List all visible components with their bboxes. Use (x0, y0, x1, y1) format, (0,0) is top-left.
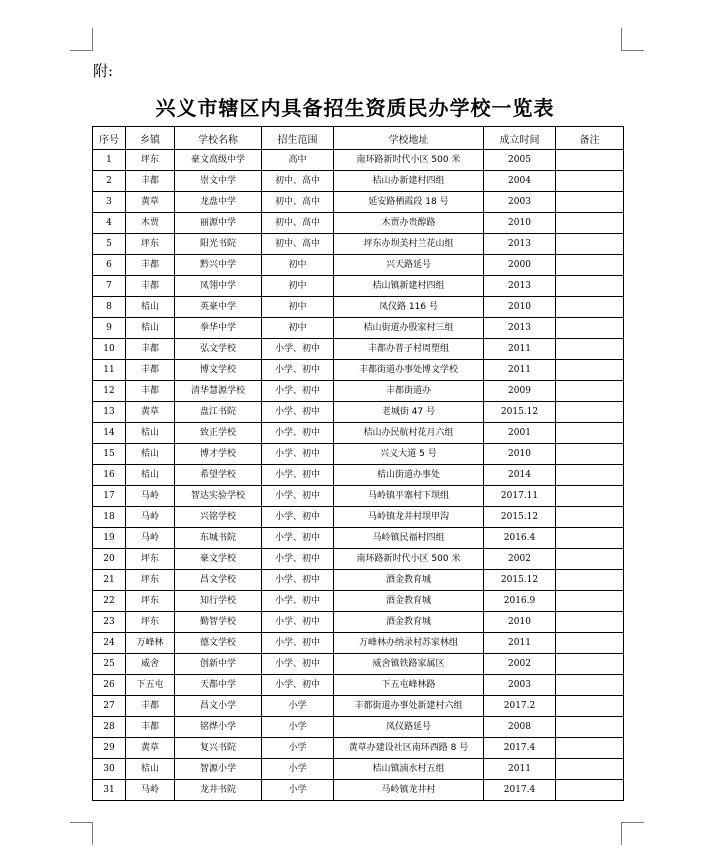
cell-enrollment-scope: 小学 (262, 759, 334, 780)
cell-founded: 2013 (484, 276, 556, 297)
table-row (93, 213, 624, 234)
cell-enrollment-scope: 小学、初中 (262, 591, 334, 612)
table-row (93, 759, 624, 780)
cell-enrollment-scope: 小学、初中 (262, 528, 334, 549)
cell-school-address: 凤仪路延号 (334, 717, 484, 738)
cell-founded: 2010 (484, 297, 556, 318)
table-row (93, 717, 624, 738)
cell-enrollment-scope: 小学、初中 (262, 633, 334, 654)
cell-township: 坪东 (126, 549, 175, 570)
cell-index: 30 (93, 759, 126, 780)
header-founded: 成立时间 (484, 127, 556, 150)
cell-founded: 2016.4 (484, 528, 556, 549)
table-row (93, 423, 624, 444)
table-row (93, 612, 624, 633)
cell-index: 20 (93, 549, 126, 570)
crop-mark-top-right (621, 28, 644, 51)
cell-founded: 2015.12 (484, 570, 556, 591)
cell-enrollment-scope: 小学、初中 (262, 549, 334, 570)
cell-founded: 2001 (484, 423, 556, 444)
cell-school-address: 桔山街道办殷家村三组 (334, 318, 484, 339)
cell-founded: 2002 (484, 654, 556, 675)
cell-enrollment-scope: 初中、高中 (262, 213, 334, 234)
table-row (93, 318, 624, 339)
cell-school-address: 桔山办新建村四组 (334, 171, 484, 192)
cell-remarks (556, 696, 624, 717)
table-row (93, 570, 624, 591)
cell-school-address: 老城街 47 号 (334, 402, 484, 423)
cell-remarks (556, 423, 624, 444)
table-row (93, 549, 624, 570)
cell-remarks (556, 486, 624, 507)
cell-enrollment-scope: 初中、高中 (262, 192, 334, 213)
cell-founded: 2016.9 (484, 591, 556, 612)
cell-enrollment-scope: 小学、初中 (262, 339, 334, 360)
cell-township: 坪东 (126, 234, 175, 255)
cell-founded: 2010 (484, 213, 556, 234)
cell-remarks (556, 549, 624, 570)
cell-school-name: 弘文学校 (175, 339, 262, 360)
cell-remarks (556, 654, 624, 675)
cell-school-address: 酒金教育城 (334, 612, 484, 633)
header-school-address: 学校地址 (334, 127, 484, 150)
cell-township: 丰都 (126, 696, 175, 717)
table-row (93, 150, 624, 171)
cell-school-name: 龙盘中学 (175, 192, 262, 213)
cell-township: 黄草 (126, 402, 175, 423)
table-row (93, 360, 624, 381)
cell-school-name: 昌文小学 (175, 696, 262, 717)
cell-school-address: 桔山镇新建村四组 (334, 276, 484, 297)
cell-remarks (556, 675, 624, 696)
cell-township: 马岭 (126, 507, 175, 528)
cell-founded: 2008 (484, 717, 556, 738)
cell-school-address: 延安路栖霞段 18 号 (334, 192, 484, 213)
cell-school-name: 豪文高级中学 (175, 150, 262, 171)
cell-founded: 2011 (484, 759, 556, 780)
cell-remarks (556, 444, 624, 465)
cell-school-address: 凤仪路 116 号 (334, 297, 484, 318)
cell-school-name: 创新中学 (175, 654, 262, 675)
cell-remarks (556, 339, 624, 360)
cell-school-address: 马岭镇龙井村坝甲沟 (334, 507, 484, 528)
cell-remarks (556, 717, 624, 738)
cell-school-name: 黔兴中学 (175, 255, 262, 276)
header-remarks: 备注 (556, 127, 624, 150)
cell-school-address: 酒金教育城 (334, 591, 484, 612)
table-row (93, 297, 624, 318)
cell-enrollment-scope: 初中 (262, 276, 334, 297)
cell-school-name: 兴铭学校 (175, 507, 262, 528)
cell-school-name: 博才学校 (175, 444, 262, 465)
cell-school-name: 英豪中学 (175, 297, 262, 318)
cell-remarks (556, 759, 624, 780)
cell-school-address: 马岭镇龙井村 (334, 780, 484, 801)
cell-enrollment-scope: 小学、初中 (262, 570, 334, 591)
cell-founded: 2002 (484, 549, 556, 570)
cell-index: 16 (93, 465, 126, 486)
cell-index: 12 (93, 381, 126, 402)
table-row (93, 171, 624, 192)
header-township: 乡镇 (126, 127, 175, 150)
cell-school-name: 丽源中学 (175, 213, 262, 234)
school-list-table (92, 126, 624, 801)
cell-township: 丰都 (126, 717, 175, 738)
cell-school-name: 智达实验学校 (175, 486, 262, 507)
cell-township: 丰都 (126, 255, 175, 276)
cell-township: 丰都 (126, 381, 175, 402)
cell-school-name: 龙井书院 (175, 780, 262, 801)
cell-enrollment-scope: 小学、初中 (262, 507, 334, 528)
table-row (93, 255, 624, 276)
cell-remarks (556, 318, 624, 339)
crop-mark-top-left (70, 28, 93, 51)
table-row (93, 696, 624, 717)
cell-school-address: 马岭镇平寨村下坝组 (334, 486, 484, 507)
cell-remarks (556, 234, 624, 255)
cell-index: 18 (93, 507, 126, 528)
cell-index: 11 (93, 360, 126, 381)
cell-township: 坪东 (126, 591, 175, 612)
cell-founded: 2013 (484, 318, 556, 339)
table-row (93, 654, 624, 675)
cell-founded: 2011 (484, 339, 556, 360)
cell-index: 9 (93, 318, 126, 339)
cell-founded: 2013 (484, 234, 556, 255)
cell-school-name: 勤智学校 (175, 612, 262, 633)
cell-index: 14 (93, 423, 126, 444)
cell-remarks (556, 360, 624, 381)
page-title: 兴义市辖区内具备招生资质民办学校一览表 (155, 96, 555, 120)
cell-school-address: 威舍镇铁路家属区 (334, 654, 484, 675)
cell-enrollment-scope: 初中、高中 (262, 171, 334, 192)
cell-school-name: 天都中学 (175, 675, 262, 696)
table-row (93, 591, 624, 612)
cell-enrollment-scope: 小学、初中 (262, 465, 334, 486)
cell-school-address: 丰都街道办事处博文学校 (334, 360, 484, 381)
table-row (93, 234, 624, 255)
table-row (93, 507, 624, 528)
cell-school-name: 智源小学 (175, 759, 262, 780)
cell-remarks (556, 402, 624, 423)
cell-index: 22 (93, 591, 126, 612)
cell-school-name: 拳华中学 (175, 318, 262, 339)
cell-enrollment-scope: 小学 (262, 780, 334, 801)
cell-remarks (556, 465, 624, 486)
cell-founded: 2011 (484, 633, 556, 654)
cell-enrollment-scope: 小学、初中 (262, 486, 334, 507)
cell-school-address: 桔山镇湳水村五组 (334, 759, 484, 780)
cell-founded: 2017.4 (484, 738, 556, 759)
cell-township: 桔山 (126, 759, 175, 780)
table-row (93, 738, 624, 759)
cell-index: 7 (93, 276, 126, 297)
cell-index: 21 (93, 570, 126, 591)
table-row (93, 276, 624, 297)
cell-township: 坪东 (126, 612, 175, 633)
cell-school-name: 铭烨小学 (175, 717, 262, 738)
cell-school-address: 丰都街道办事处新建村六组 (334, 696, 484, 717)
cell-school-name: 复兴书院 (175, 738, 262, 759)
cell-founded: 2010 (484, 444, 556, 465)
cell-remarks (556, 591, 624, 612)
cell-school-name: 清华慧源学校 (175, 381, 262, 402)
table-header-row (93, 127, 624, 150)
cell-township: 坪东 (126, 570, 175, 591)
cell-index: 28 (93, 717, 126, 738)
cell-index: 10 (93, 339, 126, 360)
cell-school-name: 阳光书院 (175, 234, 262, 255)
header-enrollment-scope: 招生范围 (262, 127, 334, 150)
cell-township: 黄草 (126, 192, 175, 213)
cell-enrollment-scope: 小学 (262, 738, 334, 759)
cell-enrollment-scope: 小学 (262, 717, 334, 738)
cell-enrollment-scope: 小学、初中 (262, 381, 334, 402)
header-index: 序号 (93, 127, 126, 150)
cell-index: 2 (93, 171, 126, 192)
cell-enrollment-scope: 小学、初中 (262, 675, 334, 696)
cell-index: 23 (93, 612, 126, 633)
cell-township: 马岭 (126, 528, 175, 549)
cell-remarks (556, 276, 624, 297)
cell-school-name: 博文学校 (175, 360, 262, 381)
cell-enrollment-scope: 小学、初中 (262, 423, 334, 444)
cell-enrollment-scope: 初中、高中 (262, 234, 334, 255)
cell-township: 下五屯 (126, 675, 175, 696)
cell-township: 万峰林 (126, 633, 175, 654)
cell-index: 4 (93, 213, 126, 234)
cell-index: 17 (93, 486, 126, 507)
cell-township: 桔山 (126, 465, 175, 486)
cell-school-address: 桔山街道办事处 (334, 465, 484, 486)
cell-index: 27 (93, 696, 126, 717)
cell-enrollment-scope: 初中 (262, 255, 334, 276)
cell-enrollment-scope: 小学、初中 (262, 402, 334, 423)
cell-index: 26 (93, 675, 126, 696)
cell-school-address: 酒金教育城 (334, 570, 484, 591)
cell-index: 8 (93, 297, 126, 318)
cell-enrollment-scope: 高中 (262, 150, 334, 171)
cell-founded: 2003 (484, 192, 556, 213)
table-body (93, 150, 624, 801)
cell-school-address: 马岭镇民福村四组 (334, 528, 484, 549)
cell-remarks (556, 150, 624, 171)
cell-index: 25 (93, 654, 126, 675)
cell-founded: 2015.12 (484, 402, 556, 423)
cell-founded: 2005 (484, 150, 556, 171)
table-row (93, 675, 624, 696)
cell-school-name: 昌文学校 (175, 570, 262, 591)
cell-remarks (556, 780, 624, 801)
cell-township: 威舍 (126, 654, 175, 675)
cell-school-name: 德文学校 (175, 633, 262, 654)
cell-index: 6 (93, 255, 126, 276)
cell-enrollment-scope: 小学、初中 (262, 360, 334, 381)
cell-school-address: 丰都街道办 (334, 381, 484, 402)
cell-founded: 2010 (484, 612, 556, 633)
cell-remarks (556, 381, 624, 402)
cell-school-name: 知行学校 (175, 591, 262, 612)
cell-founded: 2015.12 (484, 507, 556, 528)
cell-school-address: 万峰林办纳录村苏家林组 (334, 633, 484, 654)
cell-founded: 2003 (484, 675, 556, 696)
cell-school-address: 兴义大道 5 号 (334, 444, 484, 465)
cell-index: 13 (93, 402, 126, 423)
cell-township: 丰都 (126, 339, 175, 360)
table-row (93, 444, 624, 465)
cell-school-name: 凤翎中学 (175, 276, 262, 297)
cell-founded: 2009 (484, 381, 556, 402)
cell-school-address: 南环路新时代小区 500 米 (334, 549, 484, 570)
table-row (93, 192, 624, 213)
cell-township: 丰都 (126, 276, 175, 297)
cell-township: 丰都 (126, 171, 175, 192)
cell-founded: 2017.4 (484, 780, 556, 801)
cell-remarks (556, 738, 624, 759)
table-row (93, 339, 624, 360)
cell-remarks (556, 633, 624, 654)
cell-index: 19 (93, 528, 126, 549)
table-row (93, 780, 624, 801)
cell-index: 15 (93, 444, 126, 465)
cell-index: 3 (93, 192, 126, 213)
cell-remarks (556, 507, 624, 528)
cell-index: 29 (93, 738, 126, 759)
attachment-label: 附: (93, 62, 114, 80)
cell-enrollment-scope: 小学、初中 (262, 612, 334, 633)
cell-enrollment-scope: 初中 (262, 297, 334, 318)
table-row (93, 402, 624, 423)
crop-mark-bottom-right (621, 822, 644, 845)
cell-founded: 2014 (484, 465, 556, 486)
cell-remarks (556, 528, 624, 549)
cell-school-name: 盘江书院 (175, 402, 262, 423)
cell-township: 黄草 (126, 738, 175, 759)
crop-mark-bottom-left (70, 822, 93, 845)
cell-founded: 2000 (484, 255, 556, 276)
cell-school-address: 南环路新时代小区 500 米 (334, 150, 484, 171)
cell-enrollment-scope: 初中 (262, 318, 334, 339)
cell-enrollment-scope: 小学、初中 (262, 654, 334, 675)
cell-remarks (556, 192, 624, 213)
cell-school-name: 东城书院 (175, 528, 262, 549)
cell-founded: 2017.2 (484, 696, 556, 717)
cell-school-address: 兴天路延号 (334, 255, 484, 276)
cell-index: 1 (93, 150, 126, 171)
cell-school-address: 坪东办坝美村兰花山组 (334, 234, 484, 255)
cell-remarks (556, 570, 624, 591)
cell-remarks (556, 171, 624, 192)
cell-township: 马岭 (126, 780, 175, 801)
cell-remarks (556, 213, 624, 234)
cell-remarks (556, 255, 624, 276)
cell-township: 木贾 (126, 213, 175, 234)
table-row (93, 465, 624, 486)
cell-school-name: 豪文学校 (175, 549, 262, 570)
cell-school-name: 崇文中学 (175, 171, 262, 192)
cell-township: 桔山 (126, 423, 175, 444)
header-school-name: 学校名称 (175, 127, 262, 150)
cell-remarks (556, 612, 624, 633)
cell-school-name: 希望学校 (175, 465, 262, 486)
table-row (93, 633, 624, 654)
cell-township: 马岭 (126, 486, 175, 507)
cell-founded: 2011 (484, 360, 556, 381)
cell-school-name: 致正学校 (175, 423, 262, 444)
cell-enrollment-scope: 小学 (262, 696, 334, 717)
cell-founded: 2017.11 (484, 486, 556, 507)
cell-school-address: 木贾办贵醇路 (334, 213, 484, 234)
cell-founded: 2004 (484, 171, 556, 192)
cell-index: 5 (93, 234, 126, 255)
cell-township: 丰都 (126, 360, 175, 381)
table-row (93, 381, 624, 402)
cell-township: 桔山 (126, 318, 175, 339)
cell-township: 桔山 (126, 444, 175, 465)
cell-school-address: 桔山办民航村花月六组 (334, 423, 484, 444)
cell-remarks (556, 297, 624, 318)
cell-township: 坪东 (126, 150, 175, 171)
table-row (93, 528, 624, 549)
cell-school-address: 黄草办建设社区南环西路 8 号 (334, 738, 484, 759)
cell-township: 桔山 (126, 297, 175, 318)
cell-index: 31 (93, 780, 126, 801)
table-row (93, 486, 624, 507)
cell-enrollment-scope: 小学、初中 (262, 444, 334, 465)
cell-index: 24 (93, 633, 126, 654)
cell-school-address: 丰都办普子村周塑组 (334, 339, 484, 360)
cell-school-address: 下五屯峰林路 (334, 675, 484, 696)
